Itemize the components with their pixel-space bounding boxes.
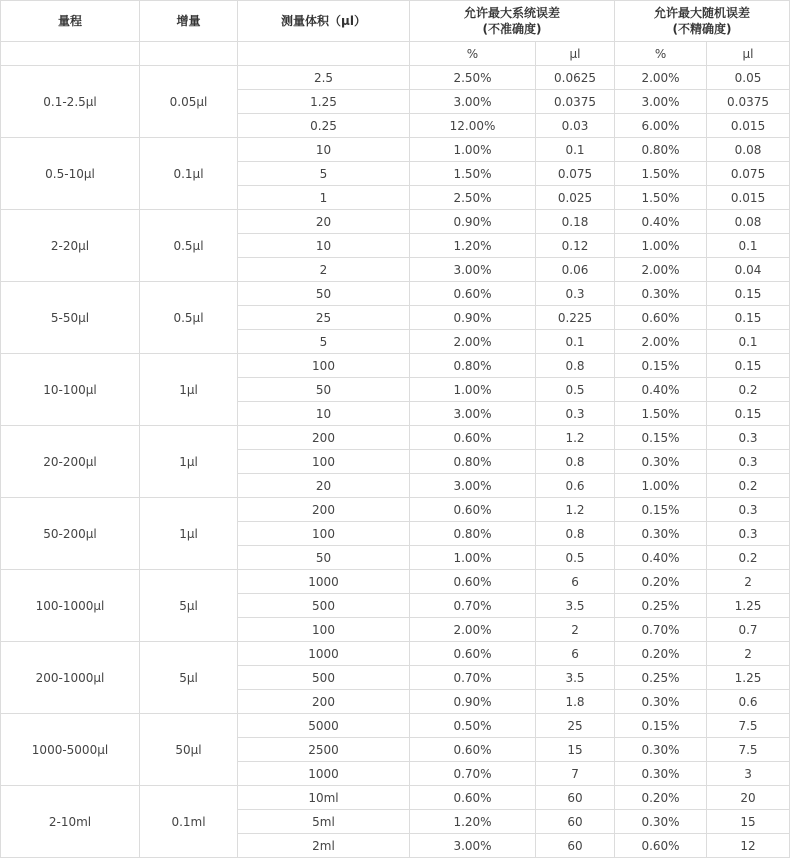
header-systematic-subtitle: (不准确度) bbox=[482, 22, 542, 36]
random-percent-cell: 6.00% bbox=[615, 114, 707, 138]
volume-cell: 50 bbox=[238, 282, 410, 306]
random-percent-cell: 0.20% bbox=[615, 570, 707, 594]
systematic-ul-cell: 0.06 bbox=[536, 258, 615, 282]
range-cell: 2-10ml bbox=[1, 786, 140, 858]
systematic-percent-cell: 0.80% bbox=[410, 522, 536, 546]
random-percent-cell: 1.50% bbox=[615, 186, 707, 210]
random-percent-cell: 0.60% bbox=[615, 306, 707, 330]
systematic-ul-cell: 6 bbox=[536, 642, 615, 666]
range-cell: 0.5-10μl bbox=[1, 138, 140, 210]
random-ul-cell: 0.2 bbox=[707, 474, 790, 498]
table-row bbox=[1, 498, 790, 522]
random-ul-cell: 0.6 bbox=[707, 690, 790, 714]
random-ul-cell: 0.04 bbox=[707, 258, 790, 282]
random-ul-cell: 0.15 bbox=[707, 282, 790, 306]
random-percent-cell: 0.30% bbox=[615, 282, 707, 306]
increment-cell: 50μl bbox=[140, 714, 238, 786]
random-ul-cell: 0.1 bbox=[707, 234, 790, 258]
systematic-percent-cell: 0.60% bbox=[410, 570, 536, 594]
systematic-ul-cell: 0.1 bbox=[536, 138, 615, 162]
volume-cell: 2.5 bbox=[238, 66, 410, 90]
systematic-percent-cell: 1.20% bbox=[410, 810, 536, 834]
random-ul-cell: 0.3 bbox=[707, 522, 790, 546]
random-ul-cell: 2 bbox=[707, 570, 790, 594]
systematic-percent-cell: 1.50% bbox=[410, 162, 536, 186]
systematic-percent-cell: 3.00% bbox=[410, 402, 536, 426]
random-ul-cell: 0.015 bbox=[707, 186, 790, 210]
random-ul-cell: 15 bbox=[707, 810, 790, 834]
systematic-percent-cell: 0.90% bbox=[410, 210, 536, 234]
volume-cell: 1 bbox=[238, 186, 410, 210]
header-range: 量程 bbox=[1, 1, 140, 42]
systematic-ul-cell: 0.18 bbox=[536, 210, 615, 234]
systematic-ul-cell: 0.8 bbox=[536, 450, 615, 474]
systematic-percent-cell: 0.90% bbox=[410, 690, 536, 714]
systematic-percent-cell: 0.60% bbox=[410, 738, 536, 762]
systematic-percent-cell: 1.00% bbox=[410, 546, 536, 570]
volume-cell: 100 bbox=[238, 618, 410, 642]
table-row bbox=[1, 426, 790, 450]
systematic-percent-cell: 0.90% bbox=[410, 306, 536, 330]
systematic-percent-cell: 0.80% bbox=[410, 450, 536, 474]
random-percent-cell: 0.60% bbox=[615, 834, 707, 858]
table-row bbox=[1, 570, 790, 594]
systematic-ul-cell: 60 bbox=[536, 810, 615, 834]
systematic-ul-cell: 2 bbox=[536, 618, 615, 642]
volume-cell: 50 bbox=[238, 546, 410, 570]
systematic-percent-cell: 0.70% bbox=[410, 666, 536, 690]
random-percent-cell: 2.00% bbox=[615, 66, 707, 90]
volume-cell: 2ml bbox=[238, 834, 410, 858]
volume-cell: 200 bbox=[238, 498, 410, 522]
systematic-ul-cell: 60 bbox=[536, 834, 615, 858]
volume-cell: 10 bbox=[238, 402, 410, 426]
range-cell: 50-200μl bbox=[1, 498, 140, 570]
random-percent-cell: 0.30% bbox=[615, 522, 707, 546]
random-percent-cell: 2.00% bbox=[615, 330, 707, 354]
systematic-percent-cell: 2.50% bbox=[410, 66, 536, 90]
systematic-ul-cell: 0.5 bbox=[536, 378, 615, 402]
random-percent-cell: 0.30% bbox=[615, 450, 707, 474]
increment-cell: 0.1ml bbox=[140, 786, 238, 858]
random-ul-cell: 0.015 bbox=[707, 114, 790, 138]
unit-blank-range bbox=[1, 42, 140, 66]
systematic-ul-cell: 0.0375 bbox=[536, 90, 615, 114]
systematic-percent-cell: 1.00% bbox=[410, 138, 536, 162]
random-ul-cell: 0.15 bbox=[707, 306, 790, 330]
volume-cell: 200 bbox=[238, 426, 410, 450]
random-ul-cell: 3 bbox=[707, 762, 790, 786]
volume-cell: 5 bbox=[238, 162, 410, 186]
random-percent-cell: 1.50% bbox=[615, 162, 707, 186]
systematic-ul-cell: 15 bbox=[536, 738, 615, 762]
increment-cell: 0.05μl bbox=[140, 66, 238, 138]
systematic-percent-cell: 12.00% bbox=[410, 114, 536, 138]
random-ul-cell: 0.3 bbox=[707, 498, 790, 522]
unit-rand-percent: % bbox=[615, 42, 707, 66]
header-random-error bbox=[615, 1, 790, 42]
volume-cell: 20 bbox=[238, 474, 410, 498]
table-row bbox=[1, 138, 790, 162]
systematic-percent-cell: 0.60% bbox=[410, 282, 536, 306]
table-row bbox=[1, 714, 790, 738]
random-ul-cell: 0.2 bbox=[707, 546, 790, 570]
random-percent-cell: 1.00% bbox=[615, 474, 707, 498]
random-percent-cell: 0.40% bbox=[615, 210, 707, 234]
table-row bbox=[1, 786, 790, 810]
volume-cell: 10 bbox=[238, 138, 410, 162]
volume-cell: 1000 bbox=[238, 762, 410, 786]
systematic-ul-cell: 60 bbox=[536, 786, 615, 810]
unit-blank-volume bbox=[238, 42, 410, 66]
systematic-percent-cell: 3.00% bbox=[410, 474, 536, 498]
random-percent-cell: 2.00% bbox=[615, 258, 707, 282]
table-row bbox=[1, 642, 790, 666]
systematic-ul-cell: 1.2 bbox=[536, 426, 615, 450]
increment-cell: 0.1μl bbox=[140, 138, 238, 210]
unit-sys-percent: % bbox=[410, 42, 536, 66]
systematic-percent-cell: 0.60% bbox=[410, 642, 536, 666]
volume-cell: 0.25 bbox=[238, 114, 410, 138]
random-ul-cell: 0.15 bbox=[707, 354, 790, 378]
systematic-ul-cell: 1.2 bbox=[536, 498, 615, 522]
volume-cell: 10ml bbox=[238, 786, 410, 810]
systematic-ul-cell: 0.1 bbox=[536, 330, 615, 354]
random-percent-cell: 0.30% bbox=[615, 810, 707, 834]
systematic-ul-cell: 0.025 bbox=[536, 186, 615, 210]
random-percent-cell: 0.30% bbox=[615, 690, 707, 714]
systematic-ul-cell: 6 bbox=[536, 570, 615, 594]
increment-cell: 5μl bbox=[140, 642, 238, 714]
systematic-percent-cell: 3.00% bbox=[410, 258, 536, 282]
systematic-percent-cell: 0.50% bbox=[410, 714, 536, 738]
unit-sys-ul: μl bbox=[536, 42, 615, 66]
unit-blank-increment bbox=[140, 42, 238, 66]
volume-cell: 5 bbox=[238, 330, 410, 354]
systematic-ul-cell: 3.5 bbox=[536, 594, 615, 618]
header-random-subtitle: (不精确度) bbox=[672, 22, 732, 36]
range-cell: 0.1-2.5μl bbox=[1, 66, 140, 138]
systematic-percent-cell: 0.70% bbox=[410, 762, 536, 786]
volume-cell: 200 bbox=[238, 690, 410, 714]
random-percent-cell: 0.15% bbox=[615, 714, 707, 738]
volume-cell: 2 bbox=[238, 258, 410, 282]
volume-cell: 2500 bbox=[238, 738, 410, 762]
increment-cell: 1μl bbox=[140, 426, 238, 498]
volume-cell: 100 bbox=[238, 450, 410, 474]
systematic-ul-cell: 0.12 bbox=[536, 234, 615, 258]
random-percent-cell: 0.15% bbox=[615, 498, 707, 522]
systematic-percent-cell: 0.60% bbox=[410, 498, 536, 522]
systematic-percent-cell: 0.70% bbox=[410, 594, 536, 618]
random-ul-cell: 0.3 bbox=[707, 450, 790, 474]
random-ul-cell: 0.08 bbox=[707, 138, 790, 162]
random-percent-cell: 0.25% bbox=[615, 666, 707, 690]
random-ul-cell: 0.05 bbox=[707, 66, 790, 90]
table-body bbox=[1, 66, 790, 858]
range-cell: 5-50μl bbox=[1, 282, 140, 354]
volume-cell: 100 bbox=[238, 354, 410, 378]
range-cell: 10-100μl bbox=[1, 354, 140, 426]
random-ul-cell: 0.2 bbox=[707, 378, 790, 402]
random-percent-cell: 1.00% bbox=[615, 234, 707, 258]
range-cell: 2-20μl bbox=[1, 210, 140, 282]
range-cell: 100-1000μl bbox=[1, 570, 140, 642]
increment-cell: 0.5μl bbox=[140, 282, 238, 354]
range-cell: 20-200μl bbox=[1, 426, 140, 498]
random-percent-cell: 0.30% bbox=[615, 762, 707, 786]
systematic-percent-cell: 0.60% bbox=[410, 786, 536, 810]
random-ul-cell: 0.0375 bbox=[707, 90, 790, 114]
systematic-ul-cell: 0.0625 bbox=[536, 66, 615, 90]
increment-cell: 1μl bbox=[140, 498, 238, 570]
random-ul-cell: 2 bbox=[707, 642, 790, 666]
random-ul-cell: 7.5 bbox=[707, 738, 790, 762]
systematic-ul-cell: 0.03 bbox=[536, 114, 615, 138]
systematic-percent-cell: 3.00% bbox=[410, 90, 536, 114]
header-systematic-error bbox=[410, 1, 615, 42]
increment-cell: 5μl bbox=[140, 570, 238, 642]
systematic-ul-cell: 0.3 bbox=[536, 282, 615, 306]
header-random-title: 允许最大随机误差 bbox=[654, 6, 751, 20]
random-percent-cell: 1.50% bbox=[615, 402, 707, 426]
random-ul-cell: 1.25 bbox=[707, 666, 790, 690]
systematic-percent-cell: 1.20% bbox=[410, 234, 536, 258]
systematic-ul-cell: 0.075 bbox=[536, 162, 615, 186]
random-ul-cell: 20 bbox=[707, 786, 790, 810]
random-ul-cell: 0.7 bbox=[707, 618, 790, 642]
volume-cell: 1.25 bbox=[238, 90, 410, 114]
systematic-percent-cell: 0.80% bbox=[410, 354, 536, 378]
random-ul-cell: 0.15 bbox=[707, 402, 790, 426]
systematic-ul-cell: 0.8 bbox=[536, 354, 615, 378]
volume-cell: 5ml bbox=[238, 810, 410, 834]
systematic-ul-cell: 1.8 bbox=[536, 690, 615, 714]
systematic-ul-cell: 25 bbox=[536, 714, 615, 738]
random-percent-cell: 0.20% bbox=[615, 642, 707, 666]
volume-cell: 100 bbox=[238, 522, 410, 546]
random-percent-cell: 0.80% bbox=[615, 138, 707, 162]
table-row bbox=[1, 66, 790, 90]
systematic-ul-cell: 7 bbox=[536, 762, 615, 786]
header-systematic-title: 允许最大系统误差 bbox=[464, 6, 561, 20]
increment-cell: 1μl bbox=[140, 354, 238, 426]
table-row bbox=[1, 210, 790, 234]
volume-cell: 10 bbox=[238, 234, 410, 258]
systematic-percent-cell: 1.00% bbox=[410, 378, 536, 402]
random-percent-cell: 3.00% bbox=[615, 90, 707, 114]
random-ul-cell: 0.075 bbox=[707, 162, 790, 186]
systematic-ul-cell: 0.225 bbox=[536, 306, 615, 330]
random-percent-cell: 0.40% bbox=[615, 378, 707, 402]
random-ul-cell: 0.3 bbox=[707, 426, 790, 450]
volume-cell: 5000 bbox=[238, 714, 410, 738]
random-ul-cell: 0.1 bbox=[707, 330, 790, 354]
random-ul-cell: 7.5 bbox=[707, 714, 790, 738]
volume-cell: 25 bbox=[238, 306, 410, 330]
systematic-percent-cell: 2.50% bbox=[410, 186, 536, 210]
random-ul-cell: 12 bbox=[707, 834, 790, 858]
systematic-ul-cell: 0.5 bbox=[536, 546, 615, 570]
range-cell: 1000-5000μl bbox=[1, 714, 140, 786]
random-percent-cell: 0.70% bbox=[615, 618, 707, 642]
table-row bbox=[1, 282, 790, 306]
random-percent-cell: 0.15% bbox=[615, 354, 707, 378]
volume-cell: 1000 bbox=[238, 642, 410, 666]
range-cell: 200-1000μl bbox=[1, 642, 140, 714]
volume-cell: 50 bbox=[238, 378, 410, 402]
systematic-percent-cell: 2.00% bbox=[410, 618, 536, 642]
systematic-percent-cell: 0.60% bbox=[410, 426, 536, 450]
systematic-percent-cell: 3.00% bbox=[410, 834, 536, 858]
systematic-ul-cell: 3.5 bbox=[536, 666, 615, 690]
unit-rand-ul: μl bbox=[707, 42, 790, 66]
systematic-percent-cell: 2.00% bbox=[410, 330, 536, 354]
table-row bbox=[1, 354, 790, 378]
header-volume: 测量体积（μl） bbox=[238, 1, 410, 42]
systematic-ul-cell: 0.8 bbox=[536, 522, 615, 546]
systematic-ul-cell: 0.3 bbox=[536, 402, 615, 426]
random-percent-cell: 0.15% bbox=[615, 426, 707, 450]
random-ul-cell: 1.25 bbox=[707, 594, 790, 618]
volume-cell: 500 bbox=[238, 594, 410, 618]
random-percent-cell: 0.30% bbox=[615, 738, 707, 762]
systematic-ul-cell: 0.6 bbox=[536, 474, 615, 498]
random-percent-cell: 0.20% bbox=[615, 786, 707, 810]
header-increment: 增量 bbox=[140, 1, 238, 42]
random-ul-cell: 0.08 bbox=[707, 210, 790, 234]
volume-cell: 1000 bbox=[238, 570, 410, 594]
increment-cell: 0.5μl bbox=[140, 210, 238, 282]
random-percent-cell: 0.25% bbox=[615, 594, 707, 618]
random-percent-cell: 0.40% bbox=[615, 546, 707, 570]
volume-cell: 20 bbox=[238, 210, 410, 234]
volume-cell: 500 bbox=[238, 666, 410, 690]
